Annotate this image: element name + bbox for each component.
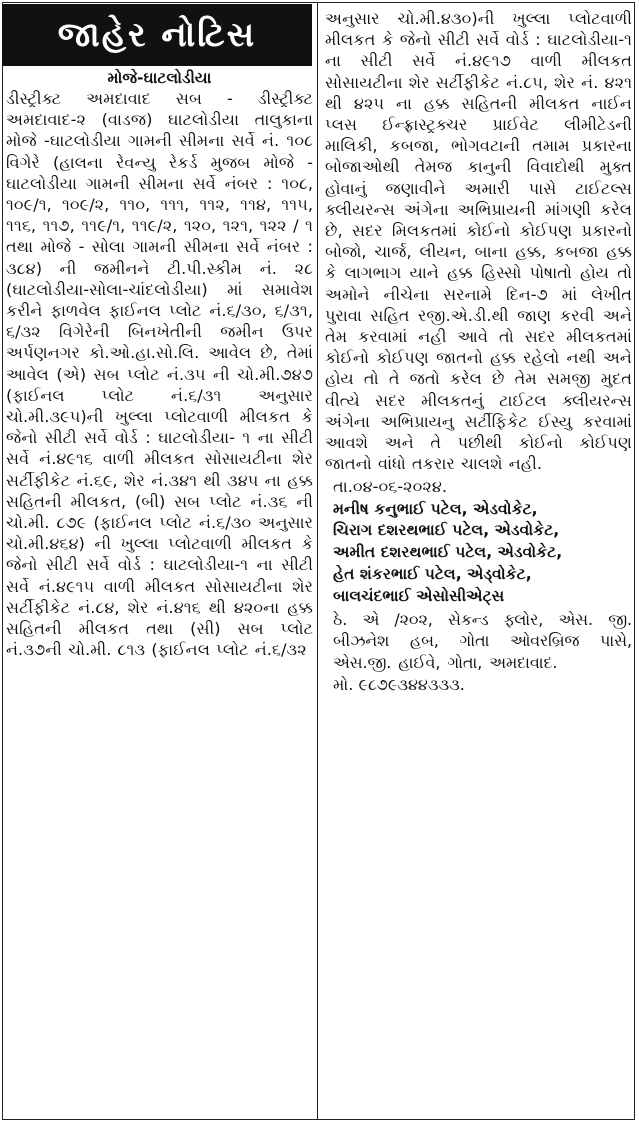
notice-banner [2,4,312,66]
column-divider [317,2,318,1120]
signatory-3: અમીત દશરથભાઈ પટેલ, એડવોકેટ, [333,543,563,562]
notice-title: જાહેર નોટિસ [57,15,257,55]
notice-right-column [325,4,632,696]
contact-phone: મો. ૯૮૭૯૩૪૪૩૩૩. [333,675,465,695]
signatory-4: હેત શંકરભાઈ પટેલ, એડ્વોકેટ, [333,565,532,584]
notice-body-left: ડીસ્ટ્રીક્ટ અમદાવાદ સબ - ડીસ્ટ્રીક્ટ અમદાવાદ-૨ (વાડજ) ઘાટલોડીયા તાલુકાના મોજે -ઘાટલોડીયા ગામની સીમના સર્વે નં. ૧૦૮ વિગેરે (હાલના રેવન્યુ રેકર્ડ મુજબ મોજે - ઘાટલોડીયા ગામની સીમના સર્વે નંબર : ૧૦૮, ૧૦૯/૧, ૧૦૯/૨, ૧૧૦, ૧૧૧, ૧૧૨, ૧૧૪, ૧૧૫, ૧૧૬, ૧૧૭, ૧૧૯/૧, ૧૧૯/૨, ૧૨૦, ૧૨૧, ૧૨૨ / ૧ તથા મોજે - સોલા ગામની સીમના સર્વે નંબર : ૩૮૪) ની જમીનને ટી.પી.સ્કીમ નં. ૨૮ (ઘાટલોડીયા-સોલા-ચાંદલોડીયા) માં સમાવેશ કરીને ફાળવેલ ફાઈનલ પ્લોટ નં.૬/૩૦, ૬/૩૧, ૬/૩૨ વિગેરેની બિનખેતીની જમીન ઉપર અર્પણનગર કો.ઓ.હા.સો.લિ. આવેલ છે, તેમાં આવેલ (એ) સબ પ્લોટ નં.૩૫ ની ચો.મી.૭૪૭ (ફાઈનલ પ્લોટ નં.૬/૩૧ અનુસાર ચો.મી.૩૯૫)ની ખુલ્લા પ્લોટવાળી મીલકત કે જેનો સીટી સર્વે વોર્ડ : ઘાટલોડીયા- ૧ ના સીટી સર્વે નં.૪૯૧૬ વાળી મીલકત સોસાયટીના શેર સર્ટીફીકેટ નં.૬૯, શેર નં.૩૪૧ થી ૩૪૫ ના હક્ક સહિતની મીલકત, (બી) સબ પ્લોટ નં.૩૬ ની ચો.મી. ૮૭૯ (ફાઈનલ પ્લોટ નં.૬/૩૦ અનુસાર ચો.મી.૪૬૪) ની ખુલ્લા પ્લોટવાળી મીલકત કે જેનો સીટી સર્વે વોર્ડ : ઘાટલોડીયા-૧ ના સીટી સર્વે નં.૪૯૧૫ વાળી મીલકત સોસાયટીના શેર સર્ટીફીકેટ નં.૮૪, શેર નં.૪૧૬ થી ૪૨૦ના હક્ક સહિતની મીલકત તથા (સી) સબ પ્લોટ નં.૩૭ની ચો.મી. ૮૧૩ (ફાઈનલ પ્લોટ નં.૬/૩૨ [6,89,313,660]
signatory-list [325,499,632,608]
signatory-2: ચિરાગ દશરથભાઈ પટેલ, એડવોકેટ, [333,521,560,540]
notice-date: તા.૦૪-૦૬-૨૦૨૪. [333,477,448,497]
signatory-1: મનીષ કનુભાઈ પટેલ, એડવોકેટ, [333,499,538,518]
notice-body-right: અનુસાર ચો.મી.૪૩૦)ની ખુલ્લા પ્લોટવાળી મીલકત કે જેનો સીટી સર્વે વોર્ડ : ઘાટલોડીયા-૧ ના સીટી સર્વે નં.૪૯૧૭ વાળી મીલકત સોસાયટીના શેર સર્ટીફીકેટ નં.૮૫, શેર નં. ૪૨૧ થી ૪૨૫ ના હક્ક સહિતની મીલકત નાઈન પ્લસ ઈન્ફ્રાસ્ટ્રક્ચર પ્રાઈવેટ લીમીટેડની માલિકી, કબજા, ભોગવટાની તમામ પ્રકારના બોજાઓથી તેમજ કાનુની વિવાદોથી મુક્ત હોવાનું જણાવીને અમારી પાસે ટાઈટલ્સ ક્લીયરન્સ અંગેના અભિપ્રાયની માંગણી કરેલ છે, સદર મિલકતમાં કોઈનો કોઈપણ પ્રકારનો બોજો, ચાર્જ, લીયન, બાના હક્ક, કબજા હક્ક કે લાગભાગ યાને હક્ક હિસ્સો પોષાતો હોય તો અમોને નીચેના સરનામે દિન-૭ માં લેખીત પુરાવા સહિત રજી.એ.ડી.થી જાણ કરવી અને તેમ કરવામાં નહી આવે તો સદર મીલકતમાં કોઈનો કોઈપણ જાતનો હક્ક રહેલો નથી અને હોય તો તે જતો કરેલ છે તેમ સમજી મુદત વીત્યે સદર મીલકતનું ટાઈટલ ક્લીયરન્સ અંગેના અભિપ્રાયનુ સર્ટીફિકેટ ઈસ્યુ કરવામાં આવશે અને તે પછીથી કોઈનો કોઈપણ જાતનો વાંધો તકરાર ચાલશે નહી. [325,9,632,474]
notice-subheading: મોજે-ઘાટલોડીયા [107,69,212,87]
office-address: ઠે. એ /૨૦૨, સેકન્ડ ફ્લોર, એસ. જી. બીઝનેશ હબ, ગોતા ઓવરબ્રિજ પાસે, એસ.જી. હાઈવે, ગોતા, અમદાવાદ. [333,609,632,673]
signatory-firm: બાલચંદભાઈ એસોસીએટ્સ [333,586,505,605]
notice-left-column [6,4,313,660]
